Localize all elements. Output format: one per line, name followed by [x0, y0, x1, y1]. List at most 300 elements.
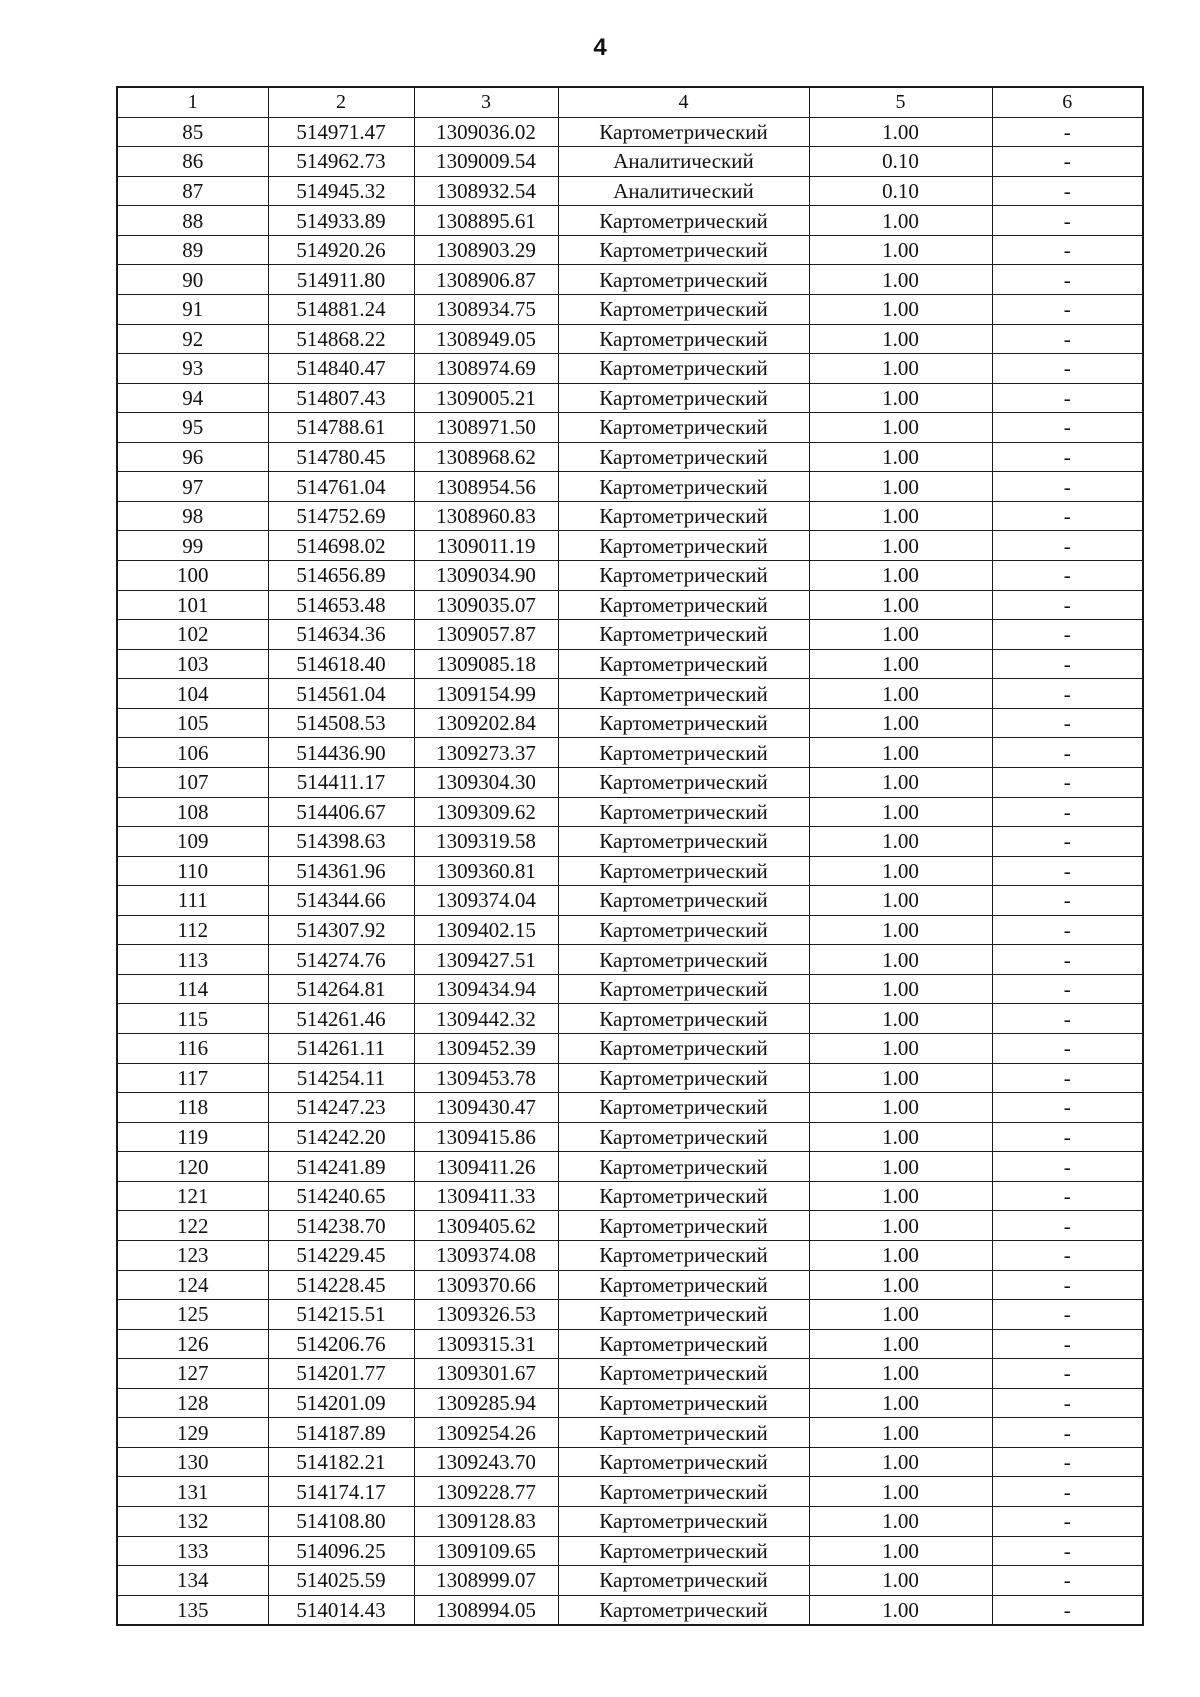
table-row [117, 265, 1143, 295]
y-coordinate-cell: 1309273.37 [414, 738, 558, 768]
x-coordinate-cell: 514361.96 [268, 856, 414, 886]
x-coordinate-cell: 514868.22 [268, 324, 414, 354]
table-row [117, 294, 1143, 324]
x-coordinate-cell: 514911.80 [268, 265, 414, 295]
point-number-cell: 103 [117, 649, 268, 679]
note-cell: - [992, 1477, 1143, 1507]
accuracy-cell: 1.00 [809, 827, 992, 857]
note-cell: - [992, 1566, 1143, 1596]
table-row [117, 561, 1143, 591]
column-header: 2 [268, 87, 414, 117]
table-row [117, 886, 1143, 916]
point-number-cell: 101 [117, 590, 268, 620]
table-row [117, 1270, 1143, 1300]
y-coordinate-cell: 1308974.69 [414, 354, 558, 384]
y-coordinate-cell: 1309453.78 [414, 1063, 558, 1093]
note-cell: - [992, 1063, 1143, 1093]
accuracy-cell: 1.00 [809, 1034, 992, 1064]
method-cell: Картометрический [558, 501, 809, 531]
note-cell: - [992, 176, 1143, 206]
accuracy-cell: 1.00 [809, 767, 992, 797]
table-row [117, 1388, 1143, 1418]
y-coordinate-cell: 1309402.15 [414, 915, 558, 945]
method-cell: Картометрический [558, 1152, 809, 1182]
accuracy-cell: 1.00 [809, 1004, 992, 1034]
table-row [117, 1004, 1143, 1034]
x-coordinate-cell: 514788.61 [268, 413, 414, 443]
y-coordinate-cell: 1309415.86 [414, 1122, 558, 1152]
point-number-cell: 89 [117, 235, 268, 265]
point-number-cell: 117 [117, 1063, 268, 1093]
accuracy-cell: 1.00 [809, 324, 992, 354]
note-cell: - [992, 708, 1143, 738]
note-cell: - [992, 501, 1143, 531]
table-row [117, 1240, 1143, 1270]
column-header: 3 [414, 87, 558, 117]
accuracy-cell: 1.00 [809, 1093, 992, 1123]
note-cell: - [992, 1300, 1143, 1330]
accuracy-cell: 1.00 [809, 235, 992, 265]
method-cell: Картометрический [558, 1566, 809, 1596]
y-coordinate-cell: 1309036.02 [414, 117, 558, 147]
point-number-cell: 100 [117, 561, 268, 591]
x-coordinate-cell: 514206.76 [268, 1329, 414, 1359]
note-cell: - [992, 1152, 1143, 1182]
method-cell: Картометрический [558, 1240, 809, 1270]
note-cell: - [992, 265, 1143, 295]
y-coordinate-cell: 1309434.94 [414, 974, 558, 1004]
y-coordinate-cell: 1308971.50 [414, 413, 558, 443]
x-coordinate-cell: 514971.47 [268, 117, 414, 147]
table-row [117, 1063, 1143, 1093]
note-cell: - [992, 531, 1143, 561]
accuracy-cell: 1.00 [809, 708, 992, 738]
point-number-cell: 88 [117, 206, 268, 236]
x-coordinate-cell: 514840.47 [268, 354, 414, 384]
y-coordinate-cell: 1309228.77 [414, 1477, 558, 1507]
table-row [117, 1300, 1143, 1330]
point-number-cell: 126 [117, 1329, 268, 1359]
y-coordinate-cell: 1309315.31 [414, 1329, 558, 1359]
x-coordinate-cell: 514261.11 [268, 1034, 414, 1064]
table-row [117, 147, 1143, 177]
method-cell: Картометрический [558, 1093, 809, 1123]
point-number-cell: 115 [117, 1004, 268, 1034]
method-cell: Картометрический [558, 797, 809, 827]
note-cell: - [992, 856, 1143, 886]
accuracy-cell: 1.00 [809, 856, 992, 886]
method-cell: Картометрический [558, 561, 809, 591]
y-coordinate-cell: 1308934.75 [414, 294, 558, 324]
method-cell: Картометрический [558, 1507, 809, 1537]
point-number-cell: 94 [117, 383, 268, 413]
table-row [117, 1211, 1143, 1241]
y-coordinate-cell: 1309360.81 [414, 856, 558, 886]
accuracy-cell: 1.00 [809, 974, 992, 1004]
point-number-cell: 90 [117, 265, 268, 295]
table-row [117, 206, 1143, 236]
point-number-cell: 98 [117, 501, 268, 531]
note-cell: - [992, 738, 1143, 768]
point-number-cell: 106 [117, 738, 268, 768]
y-coordinate-cell: 1309326.53 [414, 1300, 558, 1330]
x-coordinate-cell: 514962.73 [268, 147, 414, 177]
y-coordinate-cell: 1308906.87 [414, 265, 558, 295]
x-coordinate-cell: 514201.09 [268, 1388, 414, 1418]
accuracy-cell: 1.00 [809, 738, 992, 768]
x-coordinate-cell: 514656.89 [268, 561, 414, 591]
table-row [117, 383, 1143, 413]
method-cell: Картометрический [558, 354, 809, 384]
accuracy-cell: 1.00 [809, 1329, 992, 1359]
x-coordinate-cell: 514241.89 [268, 1152, 414, 1182]
x-coordinate-cell: 514229.45 [268, 1240, 414, 1270]
accuracy-cell: 1.00 [809, 1122, 992, 1152]
method-cell: Картометрический [558, 413, 809, 443]
point-number-cell: 114 [117, 974, 268, 1004]
accuracy-cell: 1.00 [809, 1507, 992, 1537]
accuracy-cell: 1.00 [809, 1063, 992, 1093]
table-row [117, 413, 1143, 443]
method-cell: Картометрический [558, 294, 809, 324]
accuracy-cell: 1.00 [809, 1388, 992, 1418]
note-cell: - [992, 679, 1143, 709]
table-row [117, 1359, 1143, 1389]
accuracy-cell: 1.00 [809, 1181, 992, 1211]
point-number-cell: 86 [117, 147, 268, 177]
y-coordinate-cell: 1309034.90 [414, 561, 558, 591]
note-cell: - [992, 1122, 1143, 1152]
note-cell: - [992, 1270, 1143, 1300]
method-cell: Картометрический [558, 974, 809, 1004]
note-cell: - [992, 235, 1143, 265]
accuracy-cell: 1.00 [809, 472, 992, 502]
x-coordinate-cell: 514344.66 [268, 886, 414, 916]
note-cell: - [992, 1034, 1143, 1064]
method-cell: Картометрический [558, 915, 809, 945]
table-row [117, 856, 1143, 886]
method-cell: Картометрический [558, 531, 809, 561]
note-cell: - [992, 1595, 1143, 1625]
y-coordinate-cell: 1309374.08 [414, 1240, 558, 1270]
note-cell: - [992, 324, 1143, 354]
x-coordinate-cell: 514752.69 [268, 501, 414, 531]
note-cell: - [992, 1093, 1143, 1123]
method-cell: Картометрический [558, 235, 809, 265]
note-cell: - [992, 1240, 1143, 1270]
point-number-cell: 116 [117, 1034, 268, 1064]
note-cell: - [992, 974, 1143, 1004]
point-number-cell: 96 [117, 442, 268, 472]
point-number-cell: 105 [117, 708, 268, 738]
note-cell: - [992, 797, 1143, 827]
note-cell: - [992, 767, 1143, 797]
accuracy-cell: 1.00 [809, 945, 992, 975]
method-cell: Картометрический [558, 1063, 809, 1093]
x-coordinate-cell: 514264.81 [268, 974, 414, 1004]
x-coordinate-cell: 514508.53 [268, 708, 414, 738]
point-number-cell: 91 [117, 294, 268, 324]
table-row [117, 679, 1143, 709]
note-cell: - [992, 472, 1143, 502]
accuracy-cell: 1.00 [809, 1152, 992, 1182]
point-number-cell: 128 [117, 1388, 268, 1418]
table-row [117, 117, 1143, 147]
y-coordinate-cell: 1308903.29 [414, 235, 558, 265]
y-coordinate-cell: 1309154.99 [414, 679, 558, 709]
method-cell: Аналитический [558, 176, 809, 206]
point-number-cell: 97 [117, 472, 268, 502]
table-row [117, 797, 1143, 827]
method-cell: Картометрический [558, 1300, 809, 1330]
header-row [117, 87, 1143, 117]
accuracy-cell: 1.00 [809, 1270, 992, 1300]
note-cell: - [992, 1507, 1143, 1537]
note-cell: - [992, 1536, 1143, 1566]
table-row [117, 1566, 1143, 1596]
table-row [117, 945, 1143, 975]
x-coordinate-cell: 514238.70 [268, 1211, 414, 1241]
method-cell: Картометрический [558, 324, 809, 354]
y-coordinate-cell: 1309309.62 [414, 797, 558, 827]
x-coordinate-cell: 514653.48 [268, 590, 414, 620]
point-number-cell: 129 [117, 1418, 268, 1448]
x-coordinate-cell: 514634.36 [268, 620, 414, 650]
note-cell: - [992, 1359, 1143, 1389]
point-number-cell: 92 [117, 324, 268, 354]
x-coordinate-cell: 514411.17 [268, 767, 414, 797]
note-cell: - [992, 886, 1143, 916]
table-row [117, 176, 1143, 206]
method-cell: Картометрический [558, 1122, 809, 1152]
x-coordinate-cell: 514406.67 [268, 797, 414, 827]
point-number-cell: 102 [117, 620, 268, 650]
table-row [117, 1152, 1143, 1182]
method-cell: Картометрический [558, 886, 809, 916]
x-coordinate-cell: 514618.40 [268, 649, 414, 679]
accuracy-cell: 1.00 [809, 1240, 992, 1270]
point-number-cell: 118 [117, 1093, 268, 1123]
accuracy-cell: 1.00 [809, 1211, 992, 1241]
point-number-cell: 130 [117, 1447, 268, 1477]
y-coordinate-cell: 1309128.83 [414, 1507, 558, 1537]
note-cell: - [992, 649, 1143, 679]
x-coordinate-cell: 514698.02 [268, 531, 414, 561]
accuracy-cell: 1.00 [809, 442, 992, 472]
y-coordinate-cell: 1309109.65 [414, 1536, 558, 1566]
note-cell: - [992, 294, 1143, 324]
note-cell: - [992, 354, 1143, 384]
note-cell: - [992, 1004, 1143, 1034]
note-cell: - [992, 206, 1143, 236]
accuracy-cell: 1.00 [809, 265, 992, 295]
point-number-cell: 112 [117, 915, 268, 945]
note-cell: - [992, 1388, 1143, 1418]
method-cell: Картометрический [558, 1536, 809, 1566]
column-header: 6 [992, 87, 1143, 117]
x-coordinate-cell: 514025.59 [268, 1566, 414, 1596]
table-row [117, 974, 1143, 1004]
note-cell: - [992, 383, 1143, 413]
y-coordinate-cell: 1309411.33 [414, 1181, 558, 1211]
note-cell: - [992, 1329, 1143, 1359]
point-number-cell: 122 [117, 1211, 268, 1241]
y-coordinate-cell: 1309427.51 [414, 945, 558, 975]
accuracy-cell: 1.00 [809, 531, 992, 561]
accuracy-cell: 1.00 [809, 1536, 992, 1566]
point-number-cell: 123 [117, 1240, 268, 1270]
y-coordinate-cell: 1309374.04 [414, 886, 558, 916]
note-cell: - [992, 1418, 1143, 1448]
method-cell: Картометрический [558, 265, 809, 295]
table-row [117, 531, 1143, 561]
method-cell: Картометрический [558, 1595, 809, 1625]
point-number-cell: 107 [117, 767, 268, 797]
point-number-cell: 133 [117, 1536, 268, 1566]
accuracy-cell: 1.00 [809, 1359, 992, 1389]
note-cell: - [992, 620, 1143, 650]
x-coordinate-cell: 514254.11 [268, 1063, 414, 1093]
method-cell: Картометрический [558, 590, 809, 620]
y-coordinate-cell: 1309370.66 [414, 1270, 558, 1300]
x-coordinate-cell: 514215.51 [268, 1300, 414, 1330]
accuracy-cell: 1.00 [809, 1595, 992, 1625]
y-coordinate-cell: 1309442.32 [414, 1004, 558, 1034]
table-row [117, 501, 1143, 531]
x-coordinate-cell: 514182.21 [268, 1447, 414, 1477]
point-number-cell: 120 [117, 1152, 268, 1182]
column-header: 1 [117, 87, 268, 117]
y-coordinate-cell: 1309405.62 [414, 1211, 558, 1241]
note-cell: - [992, 590, 1143, 620]
y-coordinate-cell: 1309243.70 [414, 1447, 558, 1477]
point-number-cell: 108 [117, 797, 268, 827]
note-cell: - [992, 1211, 1143, 1241]
accuracy-cell: 0.10 [809, 176, 992, 206]
x-coordinate-cell: 514761.04 [268, 472, 414, 502]
table-row [117, 1507, 1143, 1537]
point-number-cell: 113 [117, 945, 268, 975]
accuracy-cell: 1.00 [809, 1418, 992, 1448]
y-coordinate-cell: 1309254.26 [414, 1418, 558, 1448]
table-row [117, 235, 1143, 265]
method-cell: Картометрический [558, 620, 809, 650]
accuracy-cell: 1.00 [809, 620, 992, 650]
table-row [117, 1329, 1143, 1359]
y-coordinate-cell: 1309009.54 [414, 147, 558, 177]
method-cell: Картометрический [558, 1447, 809, 1477]
accuracy-cell: 1.00 [809, 886, 992, 916]
column-header: 4 [558, 87, 809, 117]
accuracy-cell: 1.00 [809, 561, 992, 591]
table-row [117, 708, 1143, 738]
x-coordinate-cell: 514228.45 [268, 1270, 414, 1300]
y-coordinate-cell: 1308932.54 [414, 176, 558, 206]
point-number-cell: 124 [117, 1270, 268, 1300]
y-coordinate-cell: 1308994.05 [414, 1595, 558, 1625]
x-coordinate-cell: 514261.46 [268, 1004, 414, 1034]
table-row [117, 442, 1143, 472]
x-coordinate-cell: 514807.43 [268, 383, 414, 413]
accuracy-cell: 1.00 [809, 501, 992, 531]
y-coordinate-cell: 1309319.58 [414, 827, 558, 857]
table-row [117, 324, 1143, 354]
table-row [117, 649, 1143, 679]
y-coordinate-cell: 1309035.07 [414, 590, 558, 620]
y-coordinate-cell: 1308895.61 [414, 206, 558, 236]
note-cell: - [992, 915, 1143, 945]
y-coordinate-cell: 1309285.94 [414, 1388, 558, 1418]
y-coordinate-cell: 1308949.05 [414, 324, 558, 354]
x-coordinate-cell: 514096.25 [268, 1536, 414, 1566]
x-coordinate-cell: 514240.65 [268, 1181, 414, 1211]
note-cell: - [992, 1181, 1143, 1211]
y-coordinate-cell: 1309301.67 [414, 1359, 558, 1389]
y-coordinate-cell: 1309005.21 [414, 383, 558, 413]
x-coordinate-cell: 514174.17 [268, 1477, 414, 1507]
accuracy-cell: 1.00 [809, 1566, 992, 1596]
point-number-cell: 135 [117, 1595, 268, 1625]
method-cell: Картометрический [558, 1388, 809, 1418]
method-cell: Картометрический [558, 442, 809, 472]
note-cell: - [992, 1447, 1143, 1477]
method-cell: Картометрический [558, 1270, 809, 1300]
table-row [117, 354, 1143, 384]
point-number-cell: 132 [117, 1507, 268, 1537]
x-coordinate-cell: 514307.92 [268, 915, 414, 945]
table-row [117, 738, 1143, 768]
table-row [117, 1595, 1143, 1625]
point-number-cell: 125 [117, 1300, 268, 1330]
accuracy-cell: 1.00 [809, 354, 992, 384]
table-row [117, 472, 1143, 502]
method-cell: Картометрический [558, 472, 809, 502]
point-number-cell: 85 [117, 117, 268, 147]
x-coordinate-cell: 514933.89 [268, 206, 414, 236]
table-row [117, 1477, 1143, 1507]
accuracy-cell: 1.00 [809, 413, 992, 443]
point-number-cell: 104 [117, 679, 268, 709]
table-row [117, 1536, 1143, 1566]
accuracy-cell: 1.00 [809, 206, 992, 236]
x-coordinate-cell: 514242.20 [268, 1122, 414, 1152]
x-coordinate-cell: 514187.89 [268, 1418, 414, 1448]
y-coordinate-cell: 1308968.62 [414, 442, 558, 472]
method-cell: Картометрический [558, 1359, 809, 1389]
point-number-cell: 134 [117, 1566, 268, 1596]
table-row [117, 1418, 1143, 1448]
point-number-cell: 109 [117, 827, 268, 857]
accuracy-cell: 1.00 [809, 1447, 992, 1477]
point-number-cell: 87 [117, 176, 268, 206]
table-row [117, 767, 1143, 797]
method-cell: Картометрический [558, 206, 809, 236]
y-coordinate-cell: 1308954.56 [414, 472, 558, 502]
method-cell: Картометрический [558, 738, 809, 768]
method-cell: Картометрический [558, 1181, 809, 1211]
x-coordinate-cell: 514247.23 [268, 1093, 414, 1123]
point-number-cell: 93 [117, 354, 268, 384]
point-number-cell: 110 [117, 856, 268, 886]
x-coordinate-cell: 514274.76 [268, 945, 414, 975]
table-row [117, 1181, 1143, 1211]
point-number-cell: 111 [117, 886, 268, 916]
y-coordinate-cell: 1309452.39 [414, 1034, 558, 1064]
x-coordinate-cell: 514561.04 [268, 679, 414, 709]
coordinates-table [116, 86, 1144, 1626]
method-cell: Картометрический [558, 1477, 809, 1507]
point-number-cell: 127 [117, 1359, 268, 1389]
